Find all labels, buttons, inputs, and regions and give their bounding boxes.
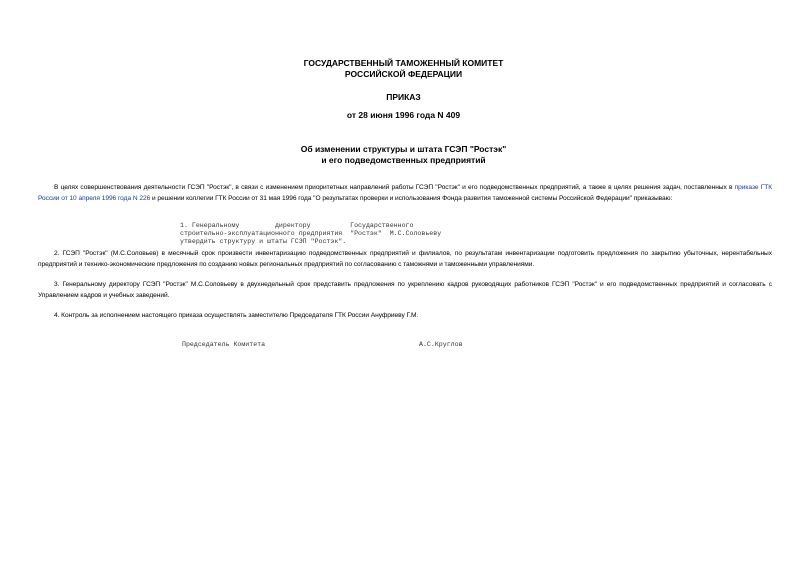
subject-line-1: Об изменении структуры и штата ГСЭП "Ростэк": [300, 144, 507, 154]
preamble-text-end: и решении коллегии ГТК России от 31 мая 1996 года "О результатах проверки и использования Фонда развития таможенной системы Российской Федерации" приказываю:: [150, 194, 673, 202]
org-line-2: РОССИЙСКОЙ ФЕДЕРАЦИИ: [344, 69, 463, 79]
document-subject: [0, 144, 807, 166]
order-226-link[interactable]: приказе ГТК России от 10 апреля 1996 года N 226: [38, 184, 772, 202]
document-type: ПРИКАЗ: [386, 92, 421, 102]
preamble-text-start: В целях совершенствования деятельности ГСЭП "Ростэк", в связи с изменением приоритетных направлений работы ГСЭП "Ростэк" и его подведомственных предприятий, а также в целях решения задач, поставленных в: [54, 184, 735, 191]
item-3-paragraph: 3. Генеральному директору ГСЭП "Ростэк" М.С.Соловьеву в двухнедельный срок представить предложения по укреплению кадров руководящих работников ГСЭП "Ростэк" и его подведомственных предприятий и согласовать с Управлением кадров и учебных заведений.: [38, 281, 772, 299]
item-1-line-1: 1. Генеральному директору Государственного: [180, 222, 414, 229]
item-4-paragraph: 4. Контроль за исполнением настоящего приказа осуществлять заместителю Председателя ГТК России Ануфриеву Г.М.: [54, 312, 419, 319]
signature-title: Председатель Комитета: [182, 341, 266, 348]
preamble-paragraph: [38, 183, 772, 204]
organization-header: [0, 58, 807, 80]
item-1-preformatted: [180, 222, 441, 246]
item-1-line-2: строительно-эксплуатационного предприятия "Ростэк" М.С.Соловьеву: [180, 230, 442, 237]
signature-name: А.С.Круглов: [419, 341, 463, 348]
item-2-paragraph: 2. ГСЭП "Ростэк" (М.С.Соловьев) в месячный срок произвести инвентаризацию подведомственных предприятий и филиалов, по результатам инвентаризации подготовить предложения по закрытию убыточных, нерентабельных предприятий и технико-экономические предложения по созданию новых региональных предприятий по согласованию с таможнями и таможенными управлениями.: [38, 250, 772, 268]
subject-line-2: и его подведомственных предприятий: [321, 155, 486, 165]
item-1-line-3: утвердить структуру и штаты ГСЭП "Ростэк".: [180, 238, 347, 245]
org-line-1: ГОСУДАРСТВЕННЫЙ ТАМОЖЕННЫЙ КОМИТЕТ: [303, 58, 504, 68]
document-date: от 28 июня 1996 года N 409: [346, 110, 461, 120]
